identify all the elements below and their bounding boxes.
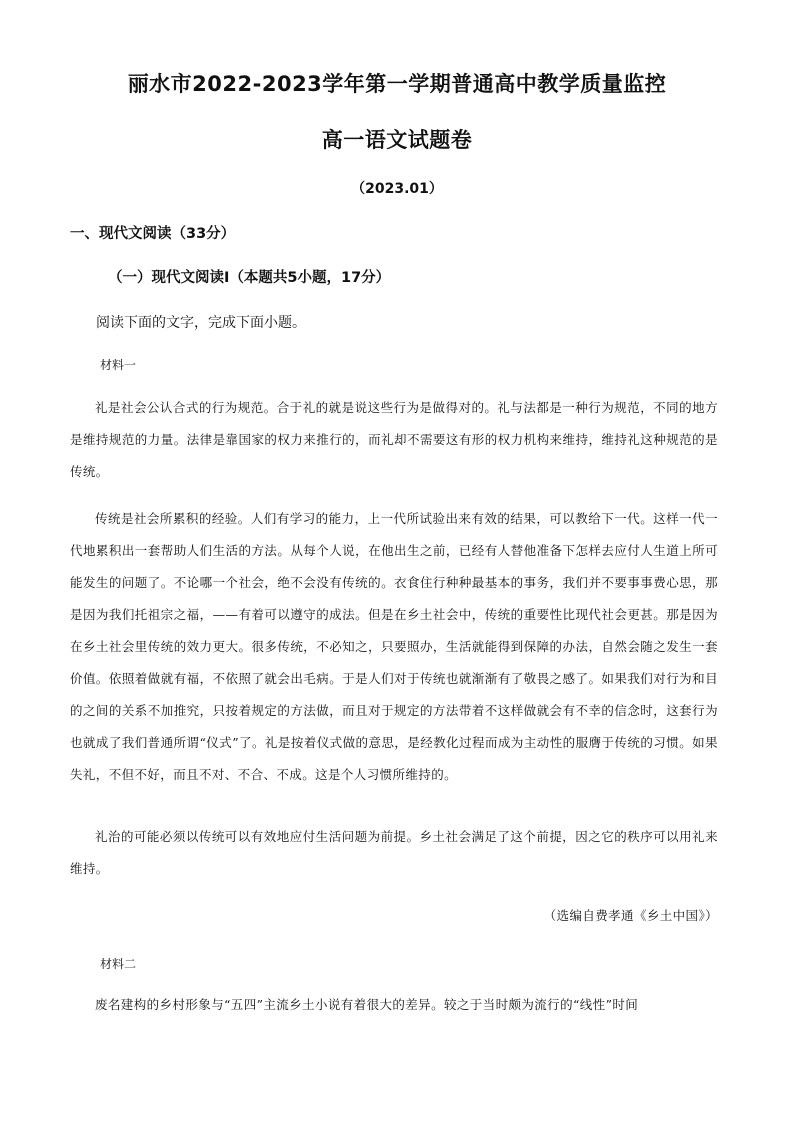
material-one-source: （选编自费孝通《乡土中国》） [543,908,718,923]
material-two-label: 材料二 [100,957,137,971]
exam-date: （2023.01） [351,181,443,197]
reading-instruction: 阅读下面的文字，完成下面小题。 [96,315,306,331]
exam-subtitle: 高一语文试题卷 [321,128,473,152]
material-two-paragraph: 废名建构的乡村形象与“五四”主流乡土小说有着很大的差异。较之于当时颇为流行的“线性”时间 [95,997,639,1012]
exam-title: 丽水市2022-2023学年第一学期普通高中教学质量监控 [127,72,667,96]
section-heading: 一、现代文阅读（33分） [70,226,236,242]
material-one-paragraph: 礼治的可能必须以传统可以有效地应付生活问题为前提。乡土社会满足了这个前提，因之它的秩序可以用礼来维持。 [70,829,718,876]
material-one-label: 材料一 [100,358,137,372]
material-one-paragraph: 传统是社会所累积的经验。人们有学习的能力，上一代所试验出来有效的结果，可以教给下一代。这样一代一代地累积出一套帮助人们生活的方法。从每个人说，在他出生之前，已经有人替他准备下怎样去应付人生道上所可能发生的问题了。不论哪一个社会，绝不会没有传统的。衣食住行种种最基本的事务，我们并不要事事费心思，那是因为我们托祖宗之福，——有着可以遵守的成法。但是在乡土社会中，传统的重要性比现代社会更甚。那是因为在乡土社会里传统的效力更大。很多传统，不必知之，只要照办，生活就能得到保障的办法，自然会随之发生一套价值。依照着做就有福，不依照了就会出毛病。于是人们对于传统也就渐渐有了敬畏之感了。如果我们对行为和目的之间的关系不加推究，只按着规定的方法做，而且对于规定的方法带着不这样做就会有不幸的信念时，这套行为也就成了我们普通所谓“仪式”了。礼是按着仪式做的意思，是经教化过程而成为主动性的服膺于传统的习惯。如果失礼，不但不好，而且不对、不合、不成。这是个人习惯所维持的。 [70,511,718,782]
material-one-paragraph: 礼是社会公认合式的行为规范。合于礼的就是说这些行为是做得对的。礼与法都是一种行为规范，不同的地方是维持规范的力量。法律是靠国家的权力来推行的，而礼却不需要这有形的权力机构来维持，维持礼这种规范的是传统。 [70,400,718,479]
part-heading: （一）现代文阅读Ⅰ（本题共5小题，17分） [108,270,391,286]
